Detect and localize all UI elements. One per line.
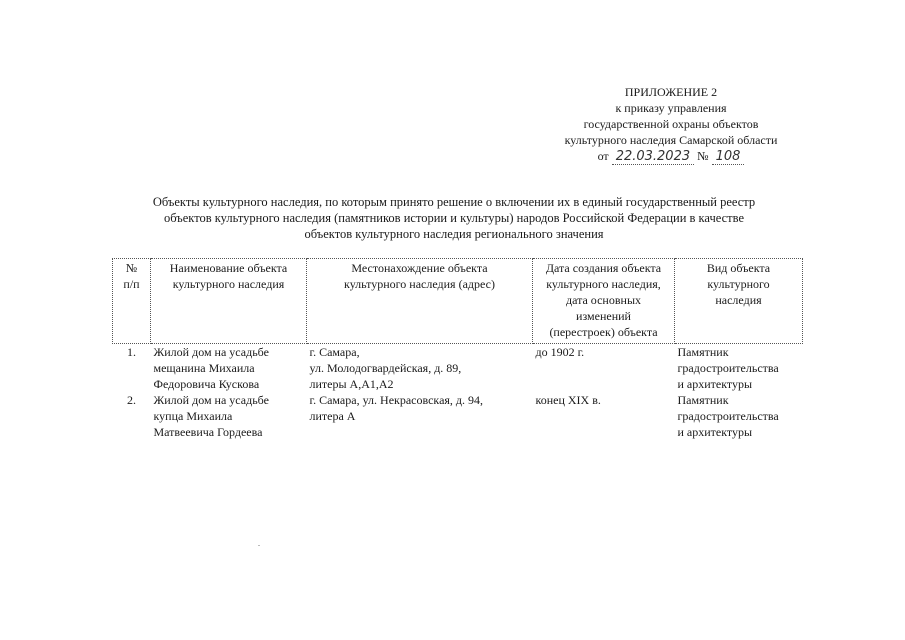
row-number: 2.	[127, 393, 136, 407]
header-number: № п/п	[113, 259, 151, 344]
table-header-row	[113, 259, 803, 344]
object-date: до 1902 г.	[535, 345, 585, 359]
appendix-line: культурного наследия Самарской области	[564, 133, 778, 147]
table-row	[113, 392, 803, 440]
object-name: Жилой дом на усадьбе мещанина Михаила Федоровича Кускова	[153, 345, 269, 391]
object-address: г. Самара, ул. Молодогвардейская, д. 89, литеры А,А1,А2	[309, 345, 462, 391]
object-date: конец XIX в.	[535, 393, 601, 407]
scan-speck	[258, 545, 260, 546]
title-line: Объекты культурного наследия, по которым принято решение о включении их в единый государственный реестр	[152, 195, 756, 209]
object-type: Памятник градостроительства и архитектуры	[677, 393, 779, 439]
object-address: г. Самара, ул. Некрасовская, д. 94, литера А	[309, 393, 484, 423]
order-date-handwritten: 22.03.2023	[612, 150, 694, 165]
title-line: объектов культурного наследия регионального значения	[304, 227, 604, 241]
number-prefix: №	[697, 149, 709, 163]
table-row	[113, 344, 803, 393]
title-line: объектов культурного наследия (памятников истории и культуры) народов Российской Федерации в качестве	[163, 211, 745, 225]
document-title	[104, 194, 804, 242]
row-number: 1.	[127, 345, 136, 359]
object-name: Жилой дом на усадьбе купца Михаила Матвеевича Гордеева	[153, 393, 269, 439]
appendix-block	[540, 84, 802, 165]
header-address: Местонахождение объекта культурного наследия (адрес)	[307, 259, 533, 344]
appendix-line: государственной охраны объектов	[583, 117, 759, 131]
header-type: Вид объекта культурного наследия	[675, 259, 803, 344]
order-date-line	[540, 148, 802, 165]
date-prefix: от	[597, 149, 609, 163]
header-name: Наименование объекта культурного наследия	[151, 259, 307, 344]
appendix-line: к приказу управления	[615, 101, 727, 115]
order-number-handwritten: 108	[712, 150, 745, 165]
object-type: Памятник градостроительства и архитектуры	[677, 345, 779, 391]
heritage-objects-table	[112, 258, 803, 440]
header-date: Дата создания объекта культурного наследия, дата основных изменений (перестроек) объекта	[533, 259, 675, 344]
appendix-heading: ПРИЛОЖЕНИЕ 2	[624, 85, 718, 99]
